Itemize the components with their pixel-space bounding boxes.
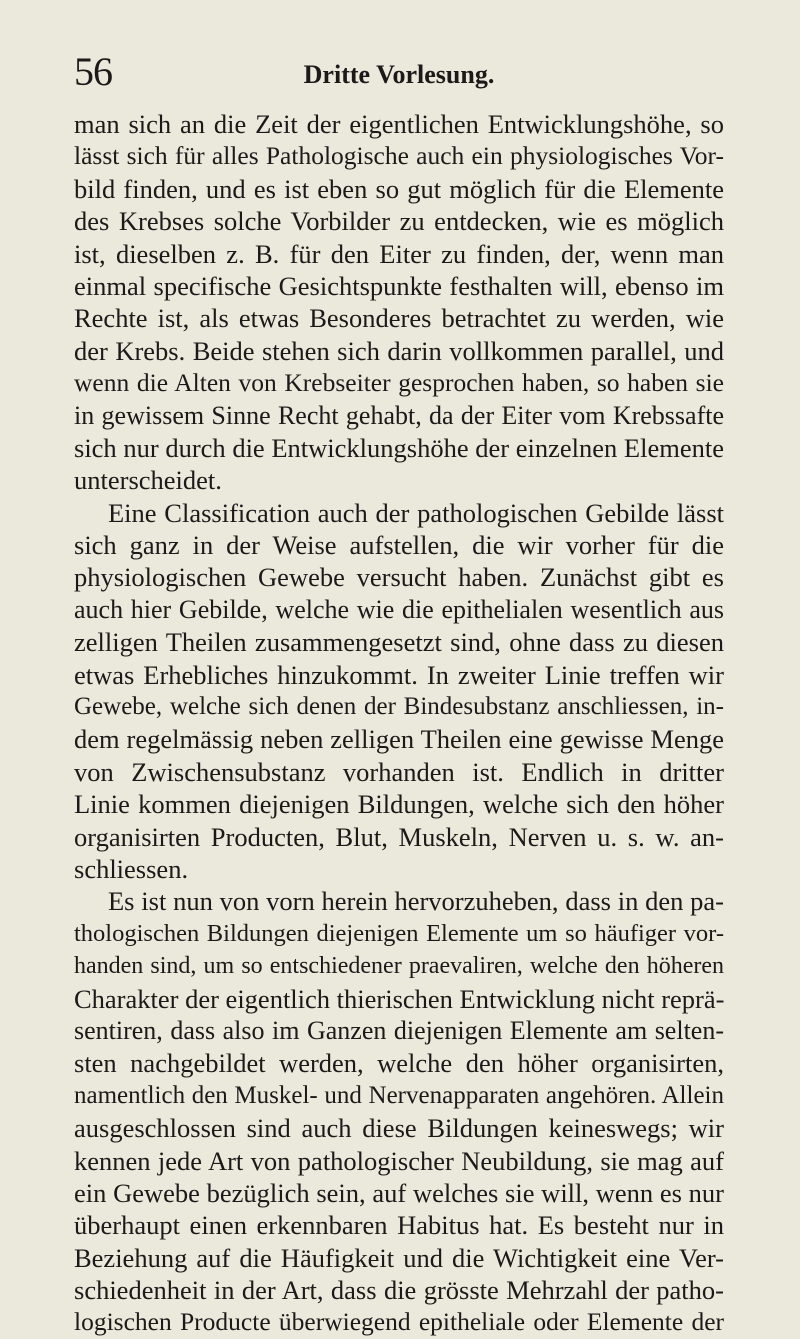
text-line: des Krebses solche Vorbilder zu entdecken, wie es möglich [74,206,724,237]
text-line: etwas Erhebliches hinzukommt. In zweiter Linie treffen wir [74,659,724,690]
paragraph-end-line: unterscheidet. [74,465,222,496]
text-line: kennen jede Art von pathologischer Neubildung, sie mag auf [74,1145,724,1176]
text-line: thologischen Bildungen diejenigen Elemente um so häufiger vor- [74,919,724,947]
text-line: wenn die Alten von Krebseiter gesprochen haben, so haben sie [74,368,724,398]
page-header [74,50,724,100]
page-number: 56 [74,49,112,94]
paragraph-start-line: Es ist nun von vorn herein hervorzuheben, dass in den pa- [108,886,724,917]
text-line: auch hier Gebilde, welche wie die epithelialen wesentlich aus [74,594,724,624]
text-line: in gewissem Sinne Recht gehabt, da der Eiter vom Krebssafte [74,400,724,430]
text-line: lässt sich für alles Pathologische auch ein physiologisches Vor- [74,141,724,171]
text-line: sich ganz in der Weise aufstellen, die wir vorher für die [74,530,724,561]
text-line: von Zwischensubstanz vorhanden ist. Endlich in dritter [74,756,724,787]
paragraph-end-line: schliessen. [74,853,189,884]
body-text [74,108,724,1339]
text-line: sich nur durch die Entwicklungshöhe der einzelnen Elemente [74,432,724,463]
text-line: sentiren, dass also im Ganzen diejenigen Elemente am selten- [74,1015,724,1045]
text-line: man sich an die Zeit der eigentlichen Entwicklungshöhe, so [74,109,724,139]
text-line: organisirten Producten, Blut, Muskeln, Nerven u. s. w. an- [74,821,724,852]
text-line: Charakter der eigentlich thierischen Entwicklung nicht reprä- [74,983,724,1014]
text-line: Rechte ist, als etwas Besonderes betrachtet zu werden, wie [74,303,724,334]
text-line: sten nachgebildet werden, welche den höher organisirten, [74,1048,724,1079]
text-line: überhaupt einen erkennbaren Habitus hat. Es besteht nur in [74,1210,724,1241]
text-line: bild finden, und es ist eben so gut möglich für die Elemente [74,173,724,204]
text-line: ein Gewebe bezüglich sein, auf welches sie will, wenn es nur [74,1177,724,1208]
text-line: ausgeschlossen sind auch diese Bildungen keineswegs; wir [74,1113,724,1144]
text-line: logischen Producte überwiegend epitheliale oder Elemente der [74,1307,724,1337]
text-line: Gewebe, welche sich denen der Bindesubstanz anschliessen, in- [74,693,724,721]
running-head: Dritte Vorlesung. [303,60,495,89]
text-line: namentlich den Muskel- und Nervenapparaten angehören. Allein [74,1081,724,1109]
text-line: ist, dieselben z. B. für den Eiter zu finden, der, wenn man [74,238,724,269]
text-line: einmal specifische Gesichtspunkte festhalten will, ebenso im [74,270,724,301]
paragraph-start-line: Eine Classification auch der pathologischen Gebilde lässt [108,497,724,528]
text-line: physiologischen Gewebe versucht haben. Zunächst gibt es [74,562,724,593]
text-line: dem regelmässig neben zelligen Theilen eine gewisse Menge [74,724,724,755]
text-line: Beziehung auf die Häufigkeit und die Wichtigkeit eine Ver- [74,1242,724,1273]
text-line: schiedenheit in der Art, dass die grösste Mehrzahl der patho- [74,1275,724,1306]
text-line: Linie kommen diejenigen Bildungen, welche sich den höher [74,789,724,820]
text-line: handen sind, um so entschiedener praevaliren, welche den höheren [74,953,724,980]
text-line: der Krebs. Beide stehen sich darin vollkommen parallel, und [74,335,724,366]
text-line: zelligen Theilen zusammengesetzt sind, ohne dass zu diesen [74,627,724,658]
